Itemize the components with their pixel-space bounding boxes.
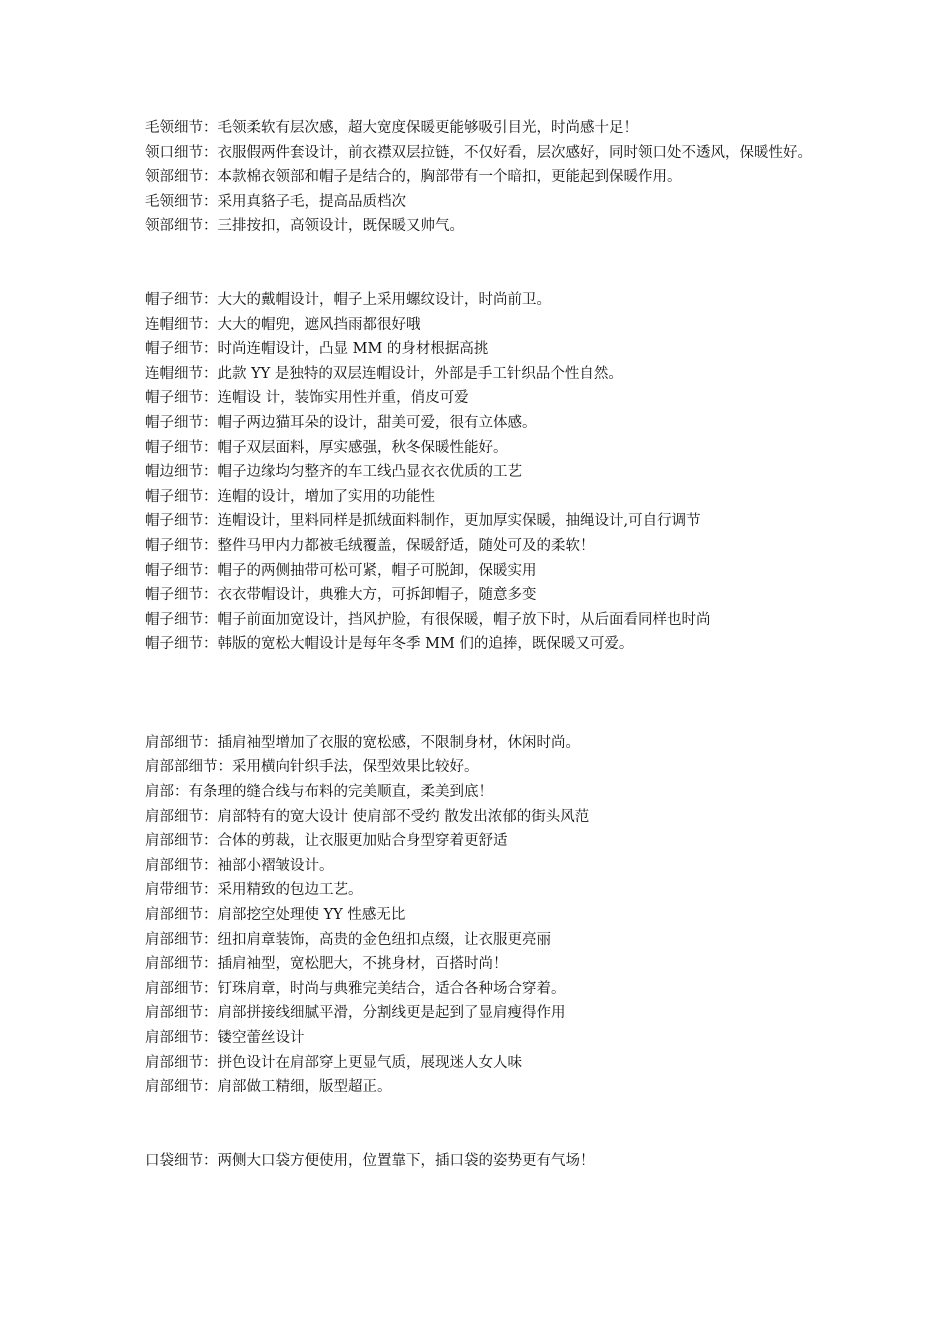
document-page <box>145 116 825 1173</box>
text-line: 帽子细节：连帽设 计，装饰实用性并重，俏皮可爱 <box>145 390 469 407</box>
text-line: 毛领细节：采用真貉子毛，提高品质档次 <box>145 193 406 210</box>
text-line: 帽子细节：帽子两边猫耳朵的设计，甜美可爱，很有立体感。 <box>145 414 537 431</box>
text-line: 肩部细节：肩部特有的宽大设计 使肩部不受约 散发出浓郁的街头风范 <box>145 808 590 825</box>
text-line: 连帽细节：大大的帽兜，遮风挡雨都很好哦 <box>145 316 421 333</box>
text-line: 肩部部细节：采用横向针织手法，保型效果比较好。 <box>145 759 479 776</box>
text-line: 肩部细节：插肩袖型增加了衣服的宽松感，不限制身材，休闲时尚。 <box>145 734 580 751</box>
text-line: 领部细节：三排按扣，高领设计，既保暖又帅气。 <box>145 218 464 235</box>
text-line: 肩带细节：采用精致的包边工艺。 <box>145 882 363 899</box>
text-line: 肩部细节：钉珠肩章，时尚与典雅完美结合，适合各种场合穿着。 <box>145 980 566 997</box>
text-line: 肩部细节：肩部挖空处理使 YY 性感无比 <box>145 907 406 924</box>
text-line: 肩部细节：肩部拼接线细腻平滑，分割线更是起到了显肩瘦得作用 <box>145 1005 566 1022</box>
text-line: 毛领细节：毛领柔软有层次感，超大宽度保暖更能够吸引目光，时尚感十足！ <box>145 120 638 136</box>
text-line: 肩部细节：镂空蕾丝设计 <box>145 1030 305 1046</box>
text-line: 口袋细节：两侧大口袋方便使用，位置靠下，插口袋的姿势更有气场！ <box>145 1152 595 1169</box>
text-line: 肩部细节：合体的剪裁，让衣服更加贴合身型穿着更舒适 <box>145 833 508 850</box>
text-line: 帽子细节：连帽设计，里料同样是抓绒面料制作，更加厚实保暖，抽绳设计,可自行调节 <box>145 513 701 530</box>
text-line: 帽子细节：帽子前面加宽设计，挡风护脸，有很保暖，帽子放下时，从后面看同样也时尚 <box>145 611 711 628</box>
section-spacer <box>145 1100 825 1149</box>
text-line: 帽子细节：衣衣带帽设计，典雅大方，可拆卸帽子，随意多变 <box>145 587 537 604</box>
text-line: 肩部：有条理的缝合线与布料的完美顺直，柔美到底！ <box>145 784 493 801</box>
text-line: 帽子细节：时尚连帽设计，凸显 MM 的身材根据高挑 <box>145 341 489 358</box>
text-line: 肩部细节：插肩袖型，宽松肥大，不挑身材，百搭时尚！ <box>145 956 508 973</box>
text-line: 帽子细节：大大的戴帽设计，帽子上采用螺纹设计，时尚前卫。 <box>145 291 551 308</box>
text-line: 领口细节：衣服假两件套设计，前衣襟双层拉链，不仅好看，层次感好，同时领口处不透风，保暖性好。 <box>145 144 812 161</box>
text-line: 连帽细节：此款 YY 是独特的双层连帽设计，外部是手工针织品个性自然。 <box>145 365 623 382</box>
text-line: 帽子细节：连帽的设计，增加了实用的功能性 <box>145 488 435 505</box>
hood-section <box>145 288 825 657</box>
text-line: 帽子细节：韩版的宽松大帽设计是每年冬季 MM 们的追捧，既保暖又可爱。 <box>145 636 634 653</box>
text-line: 肩部细节：袖部小褶皱设计。 <box>145 857 334 874</box>
text-line: 帽边细节：帽子边缘均匀整齐的车工线凸显衣衣优质的工艺 <box>145 464 522 481</box>
text-line: 肩部细节：肩部做工精细，版型超正。 <box>145 1079 392 1096</box>
text-line: 帽子细节：帽子双层面料，厚实感强，秋冬保暖性能好。 <box>145 439 508 456</box>
text-line: 肩部细节：纽扣肩章装饰，高贵的金色纽扣点缀，让衣服更亮丽 <box>145 931 551 948</box>
section-spacer <box>145 239 825 288</box>
shoulder-section <box>145 731 825 1100</box>
text-line: 肩部细节：拼色设计在肩部穿上更显气质，展现迷人女人味 <box>145 1054 522 1071</box>
text-line: 帽子细节：帽子的两侧抽带可松可紧，帽子可脱卸，保暖实用 <box>145 562 537 579</box>
text-line: 帽子细节：整件马甲内力都被毛绒覆盖，保暖舒适，随处可及的柔软！ <box>145 537 595 554</box>
section-spacer <box>145 657 825 731</box>
text-line: 领部细节：本款棉衣领部和帽子是结合的，胸部带有一个暗扣，更能起到保暖作用。 <box>145 169 682 186</box>
collar-section <box>145 116 825 239</box>
pocket-section <box>145 1149 825 1174</box>
